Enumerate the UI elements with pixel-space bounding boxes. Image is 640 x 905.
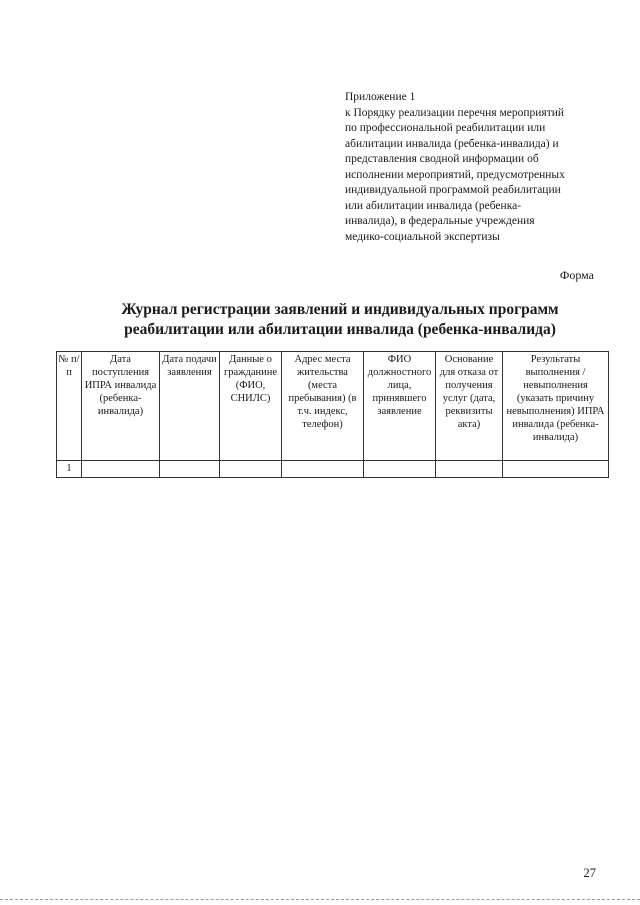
header-cell-citizen-data: Данные о гражданине (ФИО, СНИЛС) [220,352,282,461]
table-row [57,461,609,478]
title-line-1: Журнал регистрации заявлений и индивидуальных программ [121,301,559,318]
header-cell-address: Адрес места жительства (места пребывания) (в т.ч. индекс, телефон) [282,352,364,461]
header-cell-results: Результаты выполнения /невыполнения (указать причину невыполнения) ИПРА инвалида (ребенка-инвалида) [503,352,609,461]
journal-table [56,351,609,478]
appendix-line: абилитации инвалида (ребенка-инвалида) и [345,137,559,150]
page-number: 27 [583,866,596,880]
appendix-block [345,90,607,245]
table-cell [220,461,282,478]
table-cell [364,461,436,478]
header-row [57,352,609,461]
table-cell: 1 [57,461,82,478]
title-line-2: реабилитации или абилитации инвалида (ребенка-инвалида) [124,321,556,338]
header-cell-number: № п/п [57,352,82,461]
header-cell-application-date: Дата подачи заявления [160,352,220,461]
table-cell [436,461,503,478]
appendix-line: или абилитации инвалида (ребенка- [345,199,522,212]
table-cell [160,461,220,478]
header-cell-official: ФИО должностного лица, принявшего заявление [364,352,436,461]
appendix-line: медико-социальной экспертизы [345,230,500,243]
appendix-line: к Порядку реализации перечня мероприятий [345,106,565,119]
appendix-line: представления сводной информации об [345,153,539,165]
appendix-line: исполнении мероприятий, предусмотренных [345,168,565,181]
document-title [40,300,640,340]
page-bottom-divider [0,899,640,900]
header-cell-ipra-date: Дата поступления ИПРА инвалида (ребенка-инвалида) [82,352,160,461]
appendix-line: индивидуальной программой реабилитации [345,184,561,196]
appendix-line: Приложение 1 [345,91,416,103]
form-label: Форма [559,268,594,282]
table-cell [82,461,160,478]
table-cell [282,461,364,478]
header-cell-refusal-basis: Основание для отказа от получения услуг (дата, реквизиты акта) [436,352,503,461]
appendix-line: по профессиональной реабилитации или [345,122,546,134]
appendix-line: инвалида), в федеральные учреждения [345,215,535,227]
table-cell [503,461,609,478]
